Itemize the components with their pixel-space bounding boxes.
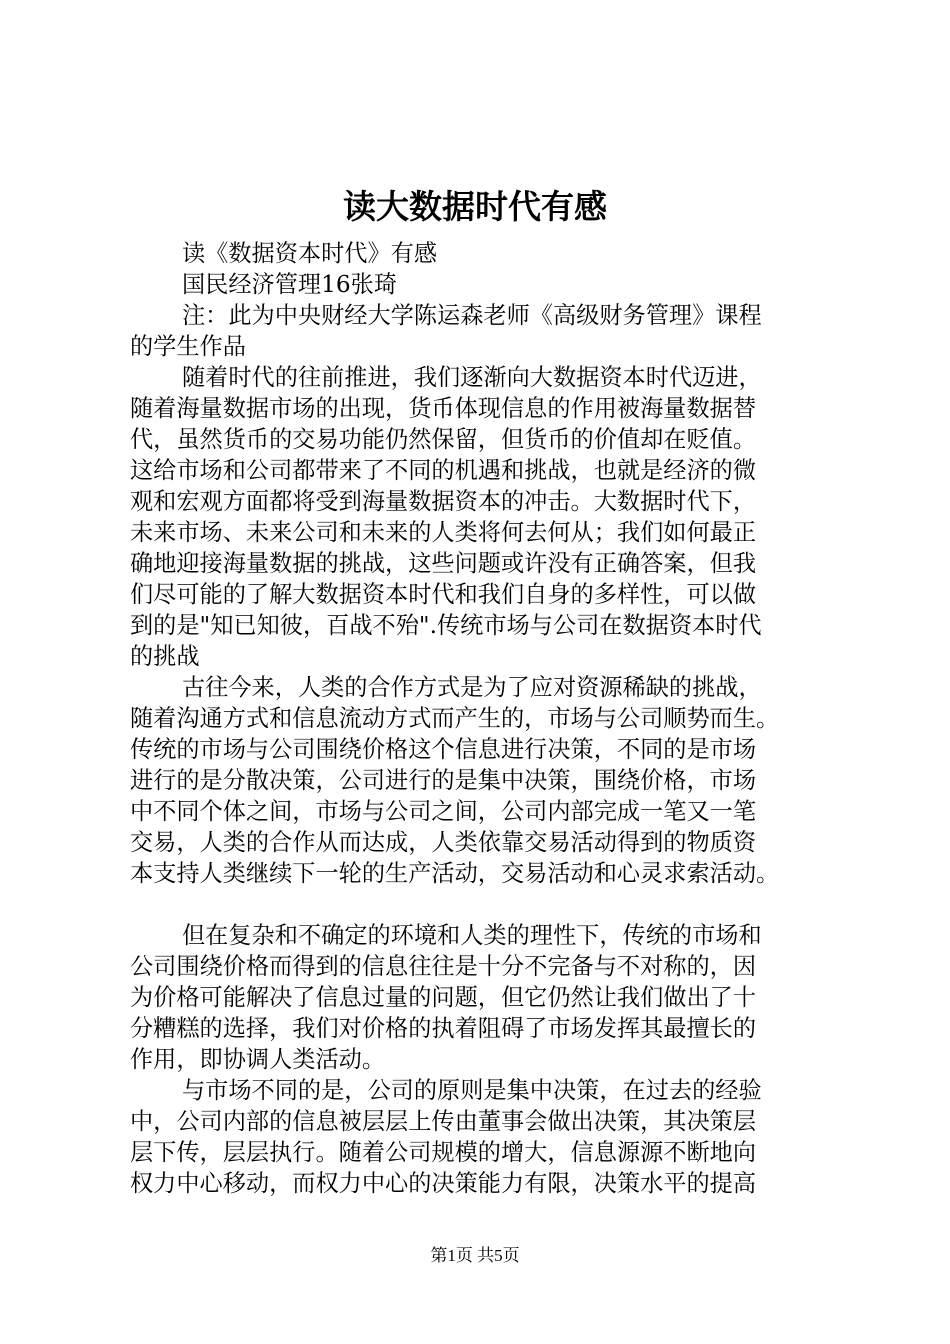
paragraph-line: 公司围绕价格而得到的信息往往是十分不完备与不对称的，因 <box>130 953 757 980</box>
paragraph-line: 随着海量数据市场的出现，货币体现信息的作用被海量数据替 <box>130 395 757 422</box>
paragraph-line: 进行的是分散决策，公司进行的是集中决策，围绕价格，市场 <box>130 767 757 794</box>
paragraph-line: 交易，人类的合作从而达成，人类依靠交易活动得到的物质资 <box>130 829 757 856</box>
paragraph-line: 作用，即协调人类活动。 <box>130 1046 386 1073</box>
paragraph-line: 但在复杂和不确定的环境和人类的理性下，传统的市场和 <box>182 922 762 949</box>
note-line: 的学生作品 <box>130 333 246 360</box>
page-number-label: 第1页 共5页 <box>430 1246 520 1265</box>
paragraph-line: 分糟糕的选择，我们对价格的执着阻碍了市场发挥其最擅长的 <box>130 1015 757 1042</box>
paragraph-line: 随着沟通方式和信息流动方式而产生的，市场与公司顺势而生。 <box>130 705 780 732</box>
paragraph-line: 到的是"知已知彼，百战不殆".传统市场与公司在数据资本时代 <box>130 612 762 639</box>
paragraph-line: 本支持人类继续下一轮的生产活动，交易活动和心灵求索活动。 <box>130 860 780 887</box>
note-line: 注：此为中央财经大学陈运森老师《高级财务管理》课程 <box>182 302 762 329</box>
paragraph-line: 中，公司内部的信息被层层上传由董事会做出决策，其决策层 <box>130 1108 757 1135</box>
paragraph-gap <box>130 889 830 920</box>
paragraph-line: 随着时代的往前推进，我们逐渐向大数据资本时代迈进， <box>182 364 762 391</box>
paragraph-line: 的挑战 <box>130 643 200 670</box>
paragraph-line: 确地迎接海量数据的挑战，这些问题或许没有正确答案，但我 <box>130 550 757 577</box>
paragraph-line: 与市场不同的是，公司的原则是集中决策，在过去的经验 <box>182 1077 762 1104</box>
page-footer <box>0 1244 950 1268</box>
paragraph-line: 代，虽然货币的交易功能仍然保留，但货币的价值却在贬值。 <box>130 426 757 453</box>
paragraph-line: 观和宏观方面都将受到海量数据资本的冲击。大数据时代下， <box>130 488 757 515</box>
paragraph-line: 这给市场和公司都带来了不同的机遇和挑战，也就是经济的微 <box>130 457 757 484</box>
paragraph-line: 未来市场、未来公司和未来的人类将何去何从；我们如何最正 <box>130 519 757 546</box>
author-line: 国民经济管理16张琦 <box>182 271 398 298</box>
document-body <box>130 238 830 1199</box>
subtitle-line: 读《数据资本时代》有感 <box>182 240 438 267</box>
paragraph-line: 传统的市场与公司围绕价格这个信息进行决策，不同的是市场 <box>130 736 757 763</box>
paragraph-line: 中不同个体之间，市场与公司之间，公司内部完成一笔又一笔 <box>130 798 757 825</box>
paragraph-line: 权力中心移动，而权力中心的决策能力有限，决策水平的提高 <box>130 1170 757 1197</box>
paragraph-line: 层下传，层层执行。随着公司规模的增大，信息源源不断地向 <box>130 1139 757 1166</box>
paragraph-line: 们尽可能的了解大数据资本时代和我们自身的多样性，可以做 <box>130 581 757 608</box>
paragraph-line: 为价格可能解决了信息过量的问题，但它仍然让我们做出了十 <box>130 984 757 1011</box>
paragraph-line: 古往今来，人类的合作方式是为了应对资源稀缺的挑战， <box>182 674 762 701</box>
document-title: 读大数据时代有感 <box>343 187 607 226</box>
